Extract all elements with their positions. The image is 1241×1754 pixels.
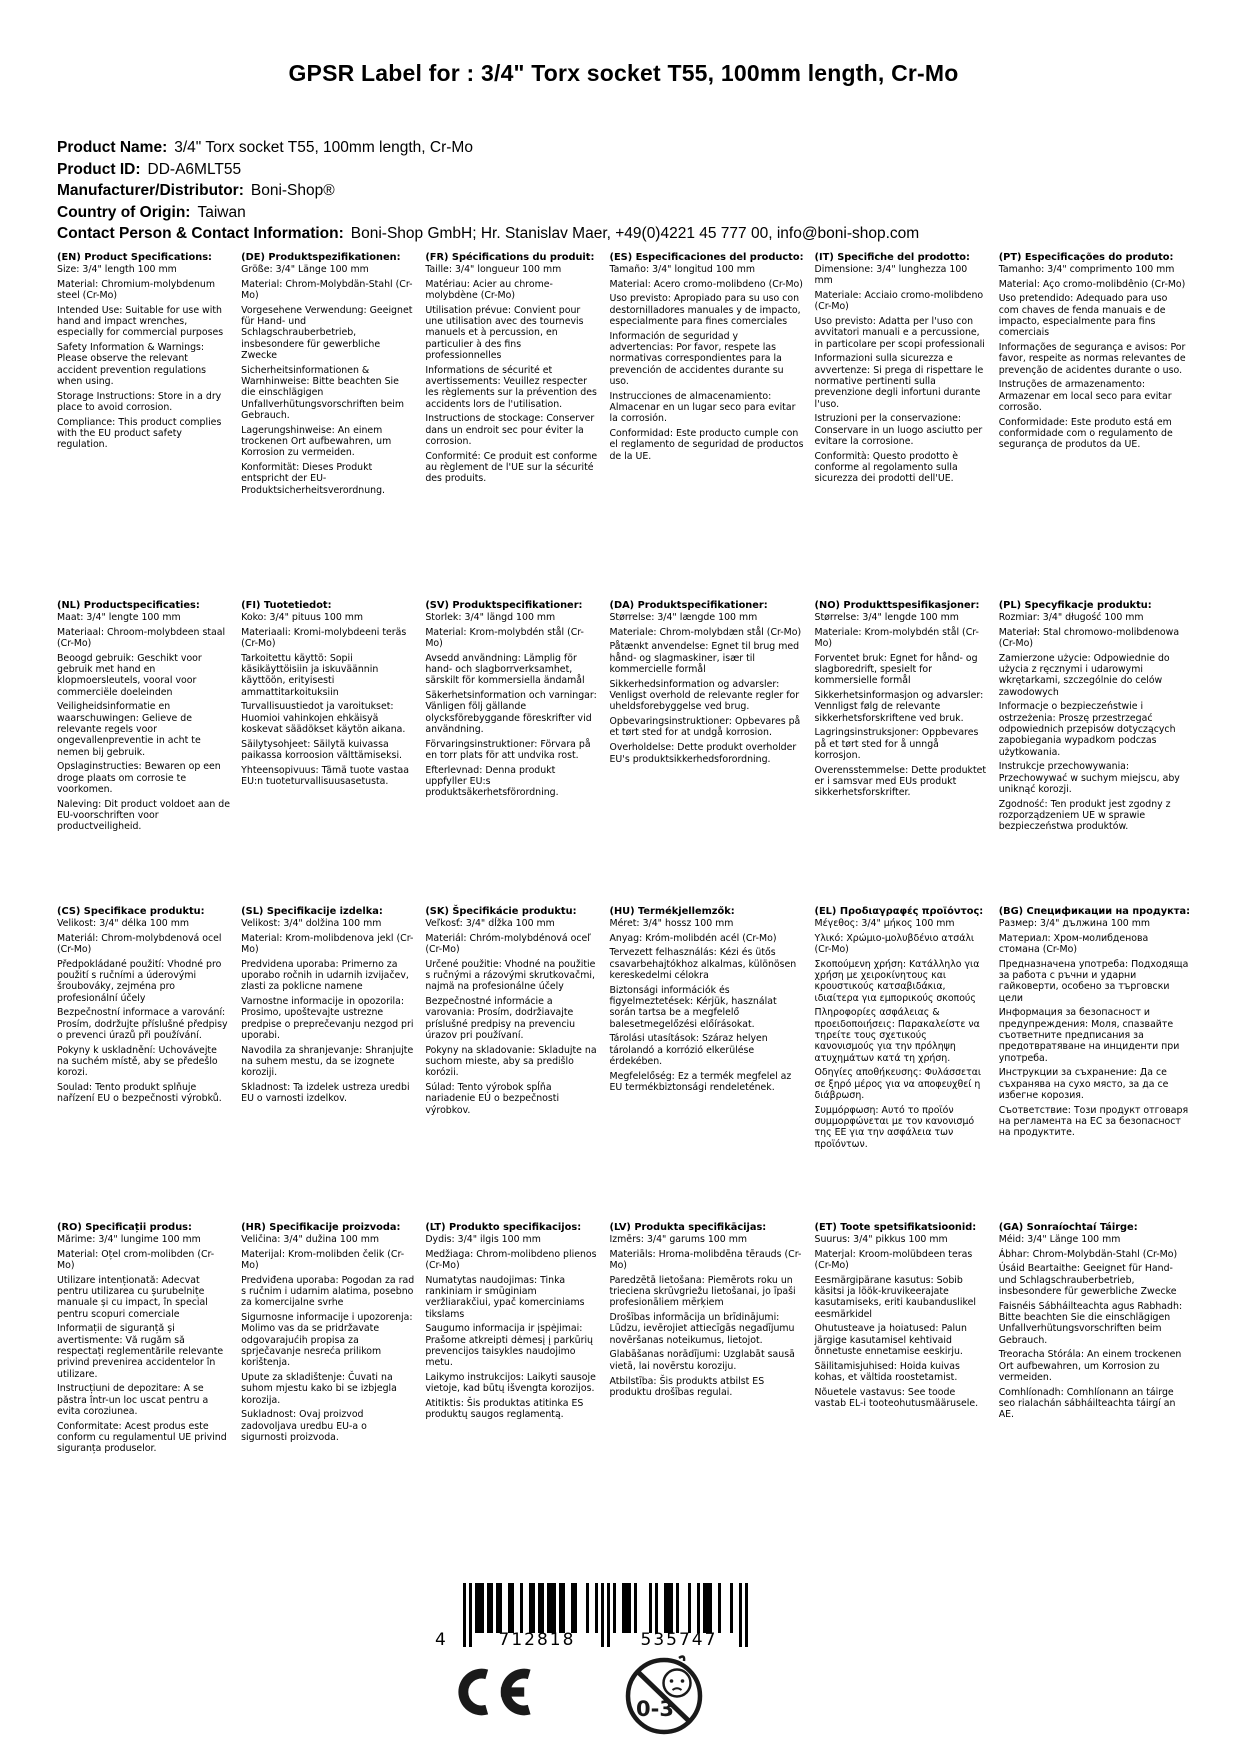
spec-paragraph: Nõuetele vastavus: See toode vastab EL-i tooteohutusmäärusele.: [814, 1386, 979, 1410]
spec-paragraph: Предназначена употреба: Подходяща за работа с ръчни и ударни гайковерти, особено за търговски цели: [998, 958, 1189, 1004]
spec-paragraph: Material: Oțel crom-molibden (Cr-Mo): [57, 1248, 215, 1271]
spec-paragraph: Οδηγίες αποθήκευσης: Φυλάσσεται σε ξηρό μέρος για να αποφευχθεί η διάβρωση.: [814, 1067, 982, 1101]
spec-paragraph: Atbilstība: Šis produkts atbilst ES produktu drošības regulai.: [609, 1375, 765, 1398]
language-block-heading: (HU) Termékjellemzők:: [609, 905, 735, 917]
page-title: GPSR Label for : 3/4" Torx socket T55, 100mm length, Cr-Mo: [288, 60, 959, 86]
spec-paragraph: Soulad: Tento produkt splňuje nařízení EU o bezpečnosti výrobků.: [57, 1082, 222, 1105]
spec-paragraph: Méid: 3/4" Länge 100 mm: [998, 1233, 1121, 1245]
spec-paragraph: Materiāls: Hroma-molibdēna tērauds (Cr-Mo): [609, 1248, 802, 1271]
spec-paragraph: Size: 3/4" length 100 mm: [57, 263, 177, 275]
spec-paragraph: Zamierzone użycie: Odpowiednie do użycia z ręcznymi i udarowymi wkrętarkami, szczególnie do celów zawodowych: [998, 652, 1170, 698]
product-id-label: Product ID:: [57, 160, 141, 178]
language-block-heading: (SK) Špecifikácie produktu:: [425, 905, 577, 917]
origin-value: Taiwan: [197, 203, 246, 221]
contact-label: Contact Person & Contact Information:: [57, 225, 344, 242]
spec-paragraph: Instruções de armazenamento: Armazenar em local seco para evitar corrosão.: [998, 379, 1172, 414]
spec-paragraph: Dimensione: 3/4" lunghezza 100 mm: [814, 263, 968, 287]
spec-paragraph: Naleving: Dit product voldoet aan de EU-voorschriften voor productveiligheid.: [57, 798, 230, 833]
spec-paragraph: Bezpečnostní informace a varování: Prosím, dodržujte příslušné předpisy o prevenci úrazů při používání.: [57, 1007, 228, 1041]
spec-paragraph: Comhlíonadh: Comhlíonann an táirge seo rialachán sábháilteachta táirgí an AE.: [998, 1386, 1176, 1421]
spec-paragraph: Συμμόρφωση: Αυτό το προϊόν συμμορφώνεται με τον κανονισμό της ΕΕ για την ασφάλεια των προϊόντων.: [814, 1104, 975, 1150]
spec-paragraph: Tervezett felhasználás: Kézi és ütős csavarbehajtókhoz alkalmas, különösen kereskedelmi célokra: [609, 947, 797, 981]
origin-label: Country of Origin:: [57, 203, 191, 221]
spec-paragraph: Utilisation prévue: Convient pour une utilisation avec des tournevis manuels et à percussion, en particulier à des fins professionnelles: [425, 304, 584, 361]
language-block: [815, 906, 988, 1222]
spec-paragraph: Conformidad: Este producto cumple con el reglamento de seguridad de productos de la UE.: [609, 428, 804, 462]
language-block: [241, 1222, 414, 1459]
spec-paragraph: Conformitate: Acest produs este conform cu regulamentul UE privind siguranța produselor.: [57, 1420, 227, 1455]
spec-paragraph: Dydis: 3/4" ilgis 100 mm: [425, 1233, 541, 1245]
spec-paragraph: Úsáid Beartaithe: Geeignet für Hand- und Schlagschrauberbetrieb, insbesondere für gewerbliche Zwecke: [998, 1263, 1177, 1297]
language-block: [241, 906, 414, 1222]
language-block-heading: (IT) Specifiche del prodotto:: [814, 251, 970, 263]
language-block: [999, 600, 1190, 906]
spec-paragraph: Инструкции за съхранение: Да се съхранява на сухо място, за да се избегне корозия.: [998, 1067, 1169, 1101]
language-block: [425, 252, 598, 600]
spec-paragraph: Glabāšanas norādījumi: Uzglabāt sausā vietā, lai novērstu koroziju.: [609, 1349, 795, 1372]
language-block-heading: (RO) Specificații produs:: [57, 1221, 192, 1233]
language-block: [815, 252, 988, 600]
spec-paragraph: Материал: Хром-молибденова стомана (Cr-Mo): [998, 932, 1149, 955]
spec-paragraph: Suurus: 3/4" pikkus 100 mm: [814, 1233, 948, 1245]
spec-paragraph: Instrucciones de almacenamiento: Almacenar en un lugar seco para evitar la corrosión.: [609, 390, 796, 425]
spec-paragraph: Pokyny na skladovanie: Skladujte na suchom mieste, aby sa predišlo korózii.: [425, 1044, 597, 1079]
manufacturer-line: [57, 180, 1190, 202]
language-block: [609, 1222, 803, 1459]
spec-paragraph: Съответствие: Този продукт отговаря на регламента на ЕС за безопасност на продуктите.: [998, 1104, 1189, 1139]
spec-paragraph: Informações de segurança e avisos: Por favor, respeite as normas relevantes de prevenção de acidentes durante o uso.: [998, 342, 1186, 376]
spec-paragraph: Информация за безопасност и предупреждения: Моля, спазвайте съответните предписания за предотвратяване на инциденти при употреба.: [998, 1007, 1180, 1064]
spec-paragraph: Ohutusteave ja hoiatused: Palun järgige kasutamisel kehtivaid õnnetuste ennetamise eeskirju.: [814, 1323, 967, 1357]
language-block-heading: (FI) Tuotetiedot:: [241, 599, 332, 611]
language-block-heading: (BG) Спецификации на продукта:: [998, 905, 1190, 917]
spec-paragraph: Informazioni sulla sicurezza e avvertenze: Si prega di rispettare le normative pertinenti sulla prevenzione degli infortuni durante l'uso.: [814, 353, 984, 410]
spec-paragraph: Navodila za shranjevanje: Shranjujte na suhem mestu, da se izognete koroziji.: [241, 1044, 414, 1079]
spec-paragraph: Forventet bruk: Egnet for hånd- og slagboredrift, spesielt for kommersielle formål: [814, 652, 978, 687]
spec-paragraph: Opslaginstructies: Bewaren op een droge plaats om corrosie te voorkomen.: [57, 761, 221, 795]
spec-paragraph: Sukladnost: Ovaj proizvod zadovoljava uredbu EU-a o sigurnosti proizvoda.: [241, 1409, 367, 1444]
spec-paragraph: Megfelelőség: Ez a termék megfelel az EU termékbiztonsági rendeletének.: [609, 1070, 792, 1094]
language-block-heading: (CS) Specifikace produktu:: [57, 905, 205, 917]
spec-paragraph: Skladnost: Ta izdelek ustreza uredbi EU o varnosti izdelkov.: [241, 1082, 410, 1105]
spec-paragraph: Materiale: Krom-molybdén stål (Cr-Mo): [814, 626, 979, 649]
spec-paragraph: Určené použitie: Vhodné na použitie s ručnými a rázovými skrutkovačmi, najmä na profesionálne účely: [425, 958, 596, 993]
contact-value: Boni-Shop GmbH; Hr. Stanislav Maer, +49(0)4221 45 777 00, info@boni-shop.com: [350, 225, 920, 242]
language-block: [57, 1222, 230, 1459]
spec-paragraph: Información de seguridad y advertencias: Por favor, respete las normativas correspondientes para la prevención de accidentes durante su uso.: [609, 330, 784, 387]
language-block-heading: (LV) Produkta specifikācijas:: [609, 1221, 767, 1233]
language-block-heading: (PT) Especificações do produto:: [998, 251, 1174, 263]
spec-paragraph: Material: Chromium-molybdenum steel (Cr-Mo): [57, 278, 215, 301]
spec-paragraph: Materiał: Stal chromowo-molibdenowa (Cr-Mo): [998, 626, 1180, 649]
language-block-heading: (EL) Προδιαγραφές προϊόντος:: [814, 905, 984, 917]
language-block: [425, 1222, 598, 1459]
age-warning-label: 0-3: [636, 1697, 674, 1721]
spec-paragraph: Размер: 3/4" дължина 100 mm: [998, 917, 1151, 929]
spec-paragraph: Medžiaga: Chrom-molibdeno plienos (Cr-Mo): [425, 1248, 597, 1271]
spec-paragraph: Uso pretendido: Adequado para uso com chaves de fenda manuais e de impacto, especialmente para fins comerciais: [998, 293, 1168, 339]
spec-paragraph: Konformität: Dieses Produkt entspricht der EU-Produktsicherheitsverordnung.: [241, 462, 386, 496]
language-block-heading: (DE) Produktspezifikationen:: [241, 251, 401, 263]
language-block: [815, 1222, 988, 1459]
spec-paragraph: Conformité: Ce produit est conforme au règlement de l'UE sur la sécurité des produits.: [425, 450, 598, 485]
spec-paragraph: Materijal: Krom-molibden čelik (Cr-Mo): [241, 1248, 405, 1271]
spec-paragraph: Sigurnosne informacije i upozorenja: Molimo vas da se pridržavate odgovarajućih propisa za sprječavanje nesreća prilikom korištenja.: [241, 1312, 413, 1369]
language-block: [57, 906, 230, 1222]
spec-paragraph: Maat: 3/4" lengte 100 mm: [57, 611, 181, 623]
spec-paragraph: Mărime: 3/4" lungime 100 mm: [57, 1233, 201, 1245]
spec-paragraph: Overholdelse: Dette produkt overholder EU's produktsikkerhedsforordning.: [609, 742, 797, 765]
language-block: [999, 1222, 1190, 1459]
age-warning-0-3-icon: [624, 1650, 704, 1740]
spec-paragraph: Beoogd gebruik: Geschikt voor gebruik met hand en klopmoersleutels, vooral voor commerciële doeleinden: [57, 652, 202, 698]
spec-paragraph: Größe: 3/4" Länge 100 mm: [241, 263, 369, 275]
spec-paragraph: Laikymo instrukcijos: Laikyti sausoje vietoje, kad būtų išvengta korozijos.: [425, 1372, 596, 1395]
spec-paragraph: Uso previsto: Apropiado para su uso con destornilladores manuales y de impacto, especialmente para fines comerciales: [609, 293, 801, 327]
spec-paragraph: Eesmärgipärane kasutus: Sobib käsitsi ja löök-kruvikeerajate kasutamiseks, eriti kaubanduslikel eesmärkidel: [814, 1274, 976, 1320]
language-block-heading: (SL) Specifikacije izdelka:: [241, 905, 383, 917]
spec-paragraph: Tamaño: 3/4" longitud 100 mm: [609, 263, 756, 275]
spec-paragraph: Material: Krom-molybdén stål (Cr-Mo): [425, 626, 584, 649]
spec-paragraph: Sikkerhetsinformasjon og advarsler: Vennligst følg de relevante sikkerhetsforskriftene ved bruk.: [814, 690, 984, 724]
spec-paragraph: Förvaringsinstruktioner: Förvara på en torr plats för att undvika rost.: [425, 738, 591, 762]
language-block-heading: (EN) Product Specifications:: [57, 251, 212, 263]
spec-paragraph: Storlek: 3/4" längd 100 mm: [425, 611, 556, 623]
spec-paragraph: Materiale: Acciaio cromo-molibdeno (Cr-Mo): [814, 289, 984, 313]
language-block: [425, 906, 598, 1222]
spec-paragraph: Pokyny k uskladnění: Uchovávejte na suchém místě, aby se předešlo korozi.: [57, 1044, 218, 1079]
language-block: [609, 252, 803, 600]
spec-paragraph: Rozmiar: 3/4" długość 100 mm: [998, 611, 1144, 623]
language-block-heading: (GA) Sonraíochtaí Táirge:: [998, 1221, 1138, 1233]
language-block-heading: (ET) Toote spetsifikatsioonid:: [814, 1221, 977, 1233]
language-block: [241, 252, 414, 600]
language-block: [241, 600, 414, 906]
language-block: [57, 252, 230, 600]
product-id-value: DD-A6MLT55: [147, 160, 242, 178]
spec-paragraph: Materjal: Kroom-molübdeen teras (Cr-Mo): [814, 1248, 973, 1271]
spec-paragraph: Biztonsági információk és figyelmeztetések: Kérjük, használat során tartsa be a megfelelő balesetmegelőzési előírásokat.: [609, 984, 777, 1030]
spec-paragraph: Utilizare intenționată: Adecvat pentru utilizarea cu șurubelnițe manuale și cu impact, în special pentru scopuri comerciale: [57, 1274, 208, 1320]
spec-paragraph: Ábhar: Chrom-Molybdän-Stahl (Cr-Mo): [998, 1248, 1178, 1260]
spec-paragraph: Säilytysohjeet: Säilytä kuivassa paikassa korroosion välttämiseksi.: [241, 738, 403, 762]
spec-paragraph: Safety Information & Warnings: Please observe the relevant accident prevention regulations when using.: [57, 342, 207, 387]
spec-paragraph: Predviđena uporaba: Pogodan za rad s ručnim i udarnim alatima, posebno za komercijalne svrhe: [241, 1274, 415, 1309]
spec-paragraph: Turvallisuustiedot ja varoitukset: Huomioi vahinkojen ehkäisyä koskevat säädökset käytön aikana.: [241, 701, 406, 735]
spec-paragraph: Istruzioni per la conservazione: Conservare in un luogo asciutto per evitare la corrosione.: [814, 413, 983, 447]
spec-paragraph: Méret: 3/4" hossz 100 mm: [609, 917, 734, 929]
spec-paragraph: Intended Use: Suitable for use with hand and impact wrenches, especially for commercial purposes: [57, 304, 224, 339]
spec-paragraph: Súlad: Tento výrobok spĺňa nariadenie EÚ o bezpečnosti výrobkov.: [425, 1082, 560, 1116]
spec-paragraph: Materiaal: Chroom-molybdeen staal (Cr-Mo): [57, 626, 226, 649]
spec-paragraph: Informacje o bezpieczeństwie i ostrzeżenia: Proszę przestrzegać odpowiednich przepisów dotyczących zapobiegania wypadkom podczas użytkowania.: [998, 701, 1176, 758]
ce-mark-icon: [450, 1660, 532, 1728]
spec-paragraph: Avsedd användning: Lämplig för hand- och slagborrverksamhet, särskilt för kommersiella ändamål: [425, 652, 585, 687]
language-block-heading: (NL) Productspecificaties:: [57, 599, 200, 611]
spec-paragraph: Izmērs: 3/4" garums 100 mm: [609, 1233, 747, 1245]
spec-paragraph: Velikost: 3/4" dolžina 100 mm: [241, 917, 382, 929]
spec-paragraph: Υλικό: Χρώμιο-μολυβδένιο ατσάλι (Cr-Mo): [814, 932, 975, 955]
spec-paragraph: Compliance: This product complies with the EU product safety regulation.: [57, 416, 222, 451]
spec-paragraph: Material: Acero cromo-molibdeno (Cr-Mo): [609, 278, 803, 290]
spec-paragraph: Materiaali: Kromi-molybdeeni teräs (Cr-Mo): [241, 626, 407, 649]
spec-paragraph: Instrukcje przechowywania: Przechowywać w suchym miejscu, aby uniknąć korozji.: [998, 761, 1180, 795]
spec-paragraph: Informations de sécurité et avertissements: Veuillez respecter les règlements sur la prévention des accidents lors de l'utilisation.: [425, 364, 597, 410]
spec-paragraph: Efterlevnad: Denna produkt uppfyller EU:s produktsäkerhetsförordning.: [425, 764, 559, 799]
language-block-heading: (ES) Especificaciones del producto:: [609, 251, 804, 263]
spec-paragraph: Størrelse: 3/4" lengde 100 mm: [814, 611, 959, 623]
spec-paragraph: Numatytas naudojimas: Tinka rankiniam ir smūginiam veržliarakčiui, ypač komerciniams tikslams: [425, 1274, 585, 1320]
language-block: [609, 906, 803, 1222]
spec-paragraph: Conformidade: Este produto está em conformidade com o regulamento de segurança de produtos da UE.: [998, 416, 1173, 451]
contact-line: [57, 223, 1190, 245]
language-block: [999, 252, 1190, 600]
spec-paragraph: Koko: 3/4" pituus 100 mm: [241, 611, 364, 623]
spec-paragraph: Overensstemmelse: Dette produktet er i samsvar med EUs produkt sikkerhetsforskrifter.: [814, 764, 987, 799]
spec-paragraph: Velikost: 3/4" délka 100 mm: [57, 917, 190, 929]
spec-paragraph: Materiale: Chrom-molybdæn stål (Cr-Mo): [609, 626, 802, 638]
language-block-heading: (SV) Produktspecifikationer:: [425, 599, 583, 611]
spec-paragraph: Sikkerhedsinformation og advarsler: Venligst overhold de relevante regler for uheldsforebyggelse ved brug.: [609, 678, 800, 713]
spec-paragraph: Lagerungshinweise: An einem trockenen Ort aufbewahren, um Korrosion zu vermeiden.: [241, 424, 392, 459]
spec-paragraph: Matériau: Acier au chrome-molybdène (Cr-Mo): [425, 278, 553, 301]
manufacturer-label: Manufacturer/Distributor:: [57, 182, 244, 199]
spec-paragraph: Bezpečnostné informácie a varovania: Prosím, dodržiavajte príslušné predpisy na prevenciu úrazov pri používaní.: [425, 996, 576, 1041]
spec-paragraph: Säilitamisjuhised: Hoida kuivas kohas, et vältida roostetamist.: [814, 1360, 960, 1384]
spec-paragraph: Instructions de stockage: Conserver dans un endroit sec pour éviter la corrosion.: [425, 413, 595, 447]
spec-paragraph: Lagringsinstruksjoner: Oppbevares på et tørt sted for å unngå korrosjon.: [814, 727, 979, 762]
spec-paragraph: Conformità: Questo prodotto è conforme al regolamento sulla sicurezza dei prodotti dell'UE.: [814, 450, 958, 485]
spec-paragraph: Informații de siguranță și avertismente: Vă rugăm să respectați reglementările relevante privind prevenirea accidentelor în utilizare.: [57, 1323, 224, 1380]
language-block-heading: (FR) Spécifications du produit:: [425, 251, 595, 263]
barcode-right-digits: 535747: [640, 1630, 718, 1650]
origin-line: [57, 202, 1190, 224]
spec-paragraph: Drošības informācija un brīdinājumi: Lūdzu, ievērojiet attiecīgās negadījumu novēršanas noteikumus, lietojot.: [609, 1312, 795, 1346]
spec-paragraph: Veľkosť: 3/4" dĺžka 100 mm: [425, 917, 555, 929]
spec-paragraph: Zgodność: Ten produkt jest zgodny z rozporządzeniem UE w sprawie bezpieczeństwa produktów.: [998, 798, 1171, 833]
spec-paragraph: Πληροφορίες ασφάλειας & προειδοποιήσεις: Παρακαλείστε να τηρείτε τους σχετικούς κανονισμούς για την πρόληψη ατυχημάτων κατά τη χρήση.: [814, 1007, 980, 1064]
spec-paragraph: Påtænkt anvendelse: Egnet til brug med hånd- og slagmaskiner, især til kommercielle formål: [609, 641, 800, 675]
spec-paragraph: Instrucțiuni de depozitare: A se păstra într-un loc uscat pentru a evita coroziunea.: [57, 1383, 209, 1417]
product-name-line: [57, 137, 1190, 159]
spec-paragraph: Størrelse: 3/4" længde 100 mm: [609, 611, 758, 623]
spec-paragraph: Uso previsto: Adatta per l'uso con avvitatori manuali e a percussione, in particolare per scopi professionali: [814, 315, 985, 350]
spec-paragraph: Paredzētā lietošana: Piemērots roku un trieciena skrūvgriežu lietošanai, jo īpaši profesionāliem mērķiem: [609, 1274, 796, 1309]
language-block-heading: (DA) Produktspecifikationer:: [609, 599, 768, 611]
spec-paragraph: Tárolási utasítások: Száraz helyen tárolandó a korrózió elkerülése érdekében.: [609, 1033, 768, 1068]
spec-paragraph: Tarkoitettu käyttö: Sopii käsikäyttöisiin ja iskuväännin käyttöön, erityisesti ammattitarkoituksiin: [241, 652, 379, 698]
language-block: [609, 600, 803, 906]
spec-paragraph: Veličina: 3/4" dužina 100 mm: [241, 1233, 380, 1245]
barcode-left-digits: 712818: [498, 1630, 576, 1650]
spec-paragraph: Materiál: Chrom-molybdenová ocel (Cr-Mo): [57, 932, 222, 955]
spec-paragraph: Sicherheitsinformationen & Warnhinweise: Bitte beachten Sie die einschlägigen Unfallverhütungsvorschriften beim Gebrauch.: [241, 364, 405, 421]
spec-paragraph: Veiligheidsinformatie en waarschuwingen: Gelieve de relevante regels voor ongevallenpreventie in acht te nemen bij gebruik.: [57, 701, 201, 758]
product-name-label: Product Name:: [57, 139, 168, 156]
product-name-value: 3/4" Torx socket T55, 100mm length, Cr-Mo: [174, 139, 473, 156]
product-id-line: [57, 159, 1190, 181]
spec-paragraph: Anyag: Króm-molibdén acél (Cr-Mo): [609, 932, 777, 944]
language-block-heading: (PL) Specyfikacje produktu:: [998, 599, 1152, 611]
spec-paragraph: Tamanho: 3/4" comprimento 100 mm: [998, 263, 1175, 275]
spec-paragraph: Vorgesehene Verwendung: Geeignet für Hand- und Schlagschrauberbetrieb, insbesondere für gewerbliche Zwecke: [241, 304, 413, 361]
spec-paragraph: Upute za skladištenje: Čuvati na suhom mjestu kako bi se izbjegla korozija.: [241, 1372, 397, 1406]
manufacturer-value: Boni-Shop®: [250, 182, 335, 199]
barcode-first-digit: 4: [435, 1630, 448, 1650]
spec-paragraph: Varnostne informacije in opozorila: Prosimo, upoštevajte ustrezne predpise o preprečevanju nezgod pri uporabi.: [241, 996, 414, 1041]
spec-paragraph: Μέγεθος: 3/4" μήκος 100 mm: [814, 917, 955, 929]
language-block: [815, 600, 988, 906]
language-block: [57, 600, 230, 906]
spec-paragraph: Säkerhetsinformation och varningar: Vänligen följ gällande olycksförebyggande föreskrifter vid användning.: [425, 690, 597, 735]
spec-paragraph: Opbevaringsinstruktioner: Opbevares på et tørt sted for at undgå korrosion.: [609, 716, 801, 739]
language-block: [425, 600, 598, 906]
spec-paragraph: Materiál: Chróm-molybdénová oceľ (Cr-Mo): [425, 932, 591, 955]
spec-paragraph: Atitiktis: Šis produktas atitinka ES produktų saugos reglamentą.: [425, 1398, 584, 1421]
ean-barcode: [433, 1583, 763, 1663]
spec-paragraph: Saugumo informacija ir įspėjimai: Prašome atkreipti dėmesį į parkūrių prevencijos taisykles naudojimo metu.: [425, 1323, 593, 1369]
product-info: [57, 137, 1190, 245]
spec-paragraph: Taille: 3/4" longueur 100 mm: [425, 263, 562, 275]
spec-paragraph: Yhteensopivuus: Tämä tuote vastaa EU:n tuoteturvallisuusasetusta.: [241, 764, 409, 788]
spec-paragraph: Storage Instructions: Store in a dry place to avoid corrosion.: [57, 390, 222, 414]
spec-paragraph: Material: Aço cromo-molibdênio (Cr-Mo): [998, 278, 1186, 290]
language-block-heading: (NO) Produkttspesifikasjoner:: [814, 599, 980, 611]
language-block-heading: (HR) Specifikacije proizvoda:: [241, 1221, 401, 1233]
spec-paragraph: Předpokládané použití: Vhodné pro použití s ručními a úderovými šroubováky, zejména pro profesionální účely: [57, 958, 222, 1004]
spec-paragraph: Material: Chrom-Molybdän-Stahl (Cr-Mo): [241, 278, 413, 301]
language-blocks-grid: [57, 252, 1190, 1459]
spec-paragraph: Predvidena uporaba: Primerno za uporabo ročnih in udarnih izvijačev, zlasti za poklicne namene: [241, 958, 409, 993]
spec-paragraph: Σκοπούμενη χρήση: Κατάλληλο για χρήση με χειροκίνητους και κρουστικούς κατσαβιδάκια, ιδιαίτερα για εμπορικούς σκοπούς: [814, 958, 980, 1004]
spec-paragraph: Faisnéis Sábháilteachta agus Rabhadh: Bitte beachten Sie die einschlägigen Unfallverhütungsvorschriften beim Gebrauch.: [998, 1300, 1183, 1346]
language-block: [999, 906, 1190, 1222]
language-block-heading: (LT) Produkto specifikacijos:: [425, 1221, 582, 1233]
spec-paragraph: Treoracha Stórála: An einem trockenen Ort aufbewahren, um Korrosion zu vermeiden.: [998, 1349, 1182, 1384]
spec-paragraph: Material: Krom-molibdenova jekl (Cr-Mo): [241, 932, 414, 955]
